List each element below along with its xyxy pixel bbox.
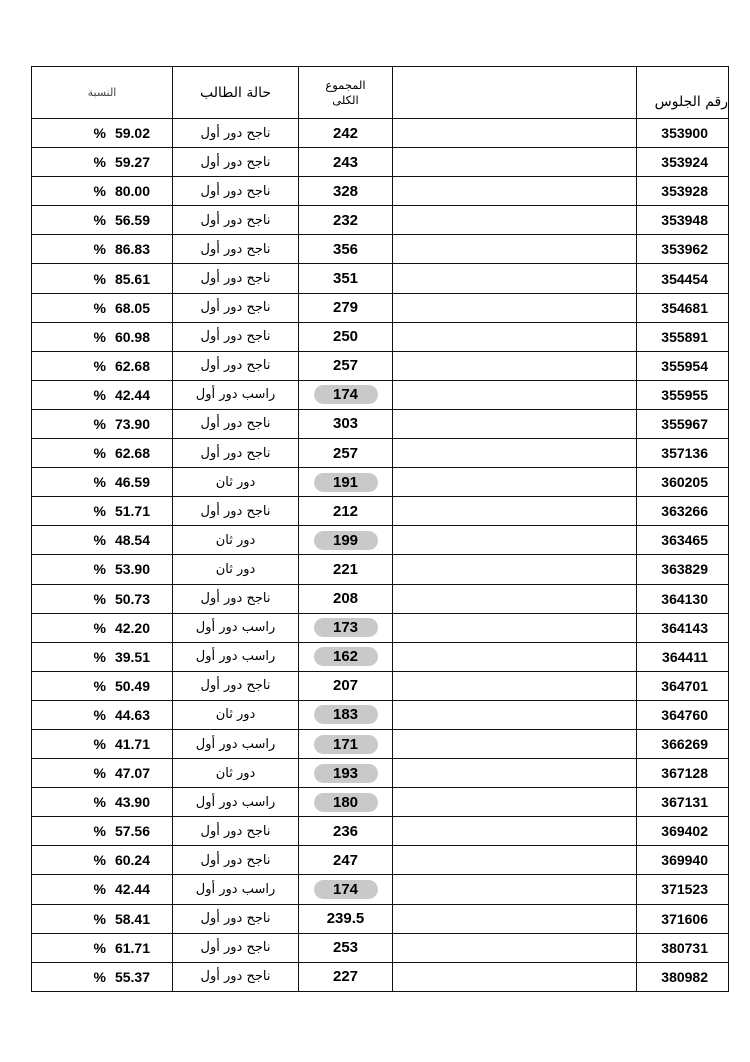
- percentage-value: 73.90: [114, 415, 150, 432]
- total-cell: [299, 613, 393, 642]
- percentage-cell: [32, 584, 173, 613]
- percentage-cell: [32, 555, 173, 584]
- percentage-value: 55.37: [114, 968, 150, 985]
- blank-cell: [393, 613, 637, 642]
- seat-number-cell: 371523: [637, 875, 729, 904]
- highlighted-total: 199: [314, 531, 378, 550]
- blank-cell: [393, 729, 637, 758]
- status-cell: ناجح دور أول: [173, 206, 299, 235]
- percentage-cell: [32, 351, 173, 380]
- seat-number-cell: 369402: [637, 817, 729, 846]
- header-row: [32, 67, 729, 119]
- percent-sign: %: [93, 823, 106, 840]
- status-cell: ناجح دور أول: [173, 497, 299, 526]
- status-cell: دور ثان: [173, 526, 299, 555]
- total-cell: [299, 671, 393, 700]
- seat-number-cell: 366269: [637, 729, 729, 758]
- header-total: [299, 67, 393, 119]
- percentage-cell: [32, 846, 173, 875]
- blank-cell: [393, 846, 637, 875]
- status-cell: دور ثان: [173, 759, 299, 788]
- percent-sign: %: [93, 910, 106, 927]
- percentage-cell: [32, 380, 173, 409]
- header-status: حالة الطالب: [173, 67, 299, 119]
- seat-number-cell: 355955: [637, 380, 729, 409]
- percentage-value: 42.20: [114, 619, 150, 636]
- percentage-value: 85.61: [114, 270, 150, 287]
- percent-sign: %: [93, 154, 106, 171]
- status-cell: دور ثان: [173, 700, 299, 729]
- percent-sign: %: [93, 503, 106, 520]
- header-total-line2: الكلى: [332, 92, 359, 107]
- percentage-value: 59.02: [114, 125, 150, 142]
- table-row: [32, 119, 729, 148]
- results-table: [31, 66, 729, 992]
- blank-cell: [393, 206, 637, 235]
- total-value: 236: [332, 822, 359, 840]
- percentage-value: 57.56: [114, 823, 150, 840]
- seat-number-cell: 364143: [637, 613, 729, 642]
- total-value: 207: [332, 677, 359, 695]
- status-cell: راسب دور أول: [173, 729, 299, 758]
- percentage-value: 51.71: [114, 503, 150, 520]
- percent-sign: %: [93, 299, 106, 316]
- total-value: 239.5: [326, 910, 365, 928]
- percentage-cell: [32, 293, 173, 322]
- percent-sign: %: [93, 677, 106, 694]
- seat-number-cell: 367128: [637, 759, 729, 788]
- highlighted-total: 193: [314, 764, 378, 783]
- seat-number-cell: 360205: [637, 468, 729, 497]
- highlighted-total: 191: [314, 473, 378, 492]
- table-row: [32, 380, 729, 409]
- table-row: [32, 875, 729, 904]
- percentage-cell: [32, 729, 173, 758]
- table-row: [32, 468, 729, 497]
- status-cell: راسب دور أول: [173, 613, 299, 642]
- percentage-cell: [32, 817, 173, 846]
- percentage-value: 61.71: [114, 939, 150, 956]
- percentage-value: 60.24: [114, 852, 150, 869]
- percentage-cell: [32, 206, 173, 235]
- total-cell: [299, 584, 393, 613]
- blank-cell: [393, 817, 637, 846]
- percentage-cell: [32, 264, 173, 293]
- seat-number-cell: 371606: [637, 904, 729, 933]
- percent-sign: %: [93, 619, 106, 636]
- status-cell: دور ثان: [173, 555, 299, 584]
- percent-sign: %: [93, 881, 106, 898]
- blank-cell: [393, 788, 637, 817]
- total-cell: [299, 119, 393, 148]
- status-cell: ناجح دور أول: [173, 148, 299, 177]
- percentage-value: 62.68: [114, 357, 150, 374]
- status-cell: دور ثان: [173, 468, 299, 497]
- blank-cell: [393, 962, 637, 991]
- total-value: 356: [332, 240, 359, 258]
- percentage-cell: [32, 642, 173, 671]
- seat-number-cell: 380982: [637, 962, 729, 991]
- total-cell: [299, 846, 393, 875]
- blank-cell: [393, 119, 637, 148]
- blank-cell: [393, 177, 637, 206]
- blank-cell: [393, 700, 637, 729]
- header-blank: [393, 67, 637, 119]
- percent-sign: %: [93, 590, 106, 607]
- percentage-cell: [32, 759, 173, 788]
- total-cell: [299, 351, 393, 380]
- percent-sign: %: [93, 648, 106, 665]
- percentage-cell: [32, 235, 173, 264]
- percentage-value: 68.05: [114, 299, 150, 316]
- table-row: [32, 322, 729, 351]
- table-row: [32, 584, 729, 613]
- header-percentage: النسبة: [32, 67, 173, 119]
- total-cell: [299, 788, 393, 817]
- status-cell: ناجح دور أول: [173, 584, 299, 613]
- total-value: 250: [332, 328, 359, 346]
- status-cell: راسب دور أول: [173, 380, 299, 409]
- total-cell: [299, 729, 393, 758]
- percentage-value: 42.44: [114, 881, 150, 898]
- table-row: [32, 904, 729, 933]
- table-row: [32, 351, 729, 380]
- seat-number-cell: 354681: [637, 293, 729, 322]
- percentage-value: 47.07: [114, 765, 150, 782]
- percent-sign: %: [93, 445, 106, 462]
- status-cell: ناجح دور أول: [173, 409, 299, 438]
- seat-number-cell: 380731: [637, 933, 729, 962]
- percentage-value: 58.41: [114, 910, 150, 927]
- header-total-line1: المجموع: [325, 77, 366, 92]
- total-cell: [299, 468, 393, 497]
- percent-sign: %: [93, 765, 106, 782]
- total-value: 253: [332, 939, 359, 957]
- percent-sign: %: [93, 852, 106, 869]
- total-value: 212: [332, 502, 359, 520]
- total-value: 303: [332, 415, 359, 433]
- total-cell: [299, 293, 393, 322]
- percentage-cell: [32, 497, 173, 526]
- percent-sign: %: [93, 212, 106, 229]
- blank-cell: [393, 904, 637, 933]
- seat-number-cell: 357136: [637, 439, 729, 468]
- percent-sign: %: [93, 474, 106, 491]
- status-cell: ناجح دور أول: [173, 904, 299, 933]
- blank-cell: [393, 526, 637, 555]
- status-cell: ناجح دور أول: [173, 119, 299, 148]
- total-value: 243: [332, 153, 359, 171]
- percentage-cell: [32, 177, 173, 206]
- percent-sign: %: [93, 125, 106, 142]
- percentage-value: 59.27: [114, 154, 150, 171]
- status-cell: راسب دور أول: [173, 642, 299, 671]
- blank-cell: [393, 380, 637, 409]
- total-cell: [299, 904, 393, 933]
- blank-cell: [393, 759, 637, 788]
- total-cell: [299, 933, 393, 962]
- percentage-cell: [32, 119, 173, 148]
- percentage-value: 50.49: [114, 677, 150, 694]
- percentage-value: 44.63: [114, 706, 150, 723]
- percentage-value: 60.98: [114, 328, 150, 345]
- percent-sign: %: [93, 794, 106, 811]
- table-row: [32, 439, 729, 468]
- total-value: 227: [332, 968, 359, 986]
- percentage-cell: [32, 468, 173, 497]
- table-row: [32, 700, 729, 729]
- table-row: [32, 148, 729, 177]
- blank-cell: [393, 468, 637, 497]
- percentage-value: 42.44: [114, 386, 150, 403]
- total-cell: [299, 439, 393, 468]
- percent-sign: %: [93, 968, 106, 985]
- status-cell: راسب دور أول: [173, 875, 299, 904]
- table-row: [32, 759, 729, 788]
- total-value: 351: [332, 270, 359, 288]
- percentage-value: 39.51: [114, 648, 150, 665]
- table-row: [32, 409, 729, 438]
- blank-cell: [393, 293, 637, 322]
- blank-cell: [393, 671, 637, 700]
- total-cell: [299, 962, 393, 991]
- seat-number-cell: 364411: [637, 642, 729, 671]
- blank-cell: [393, 584, 637, 613]
- highlighted-total: 173: [314, 618, 378, 637]
- seat-number-cell: 354454: [637, 264, 729, 293]
- blank-cell: [393, 409, 637, 438]
- total-cell: [299, 148, 393, 177]
- total-cell: [299, 409, 393, 438]
- percentage-value: 53.90: [114, 561, 150, 578]
- table-row: [32, 264, 729, 293]
- seat-number-cell: 363266: [637, 497, 729, 526]
- blank-cell: [393, 875, 637, 904]
- seat-number-cell: 355891: [637, 322, 729, 351]
- percent-sign: %: [93, 357, 106, 374]
- total-cell: [299, 235, 393, 264]
- percentage-value: 62.68: [114, 445, 150, 462]
- percentage-value: 46.59: [114, 474, 150, 491]
- seat-number-cell: 355954: [637, 351, 729, 380]
- seat-number-cell: 355967: [637, 409, 729, 438]
- percent-sign: %: [93, 328, 106, 345]
- seat-number-cell: 353948: [637, 206, 729, 235]
- table-body: [32, 119, 729, 992]
- percentage-value: 56.59: [114, 212, 150, 229]
- total-value: 232: [332, 211, 359, 229]
- percent-sign: %: [93, 939, 106, 956]
- header-seat-number: [637, 67, 729, 119]
- total-value: 247: [332, 851, 359, 869]
- total-cell: [299, 264, 393, 293]
- percentage-value: 80.00: [114, 183, 150, 200]
- table-row: [32, 526, 729, 555]
- blank-cell: [393, 642, 637, 671]
- percentage-value: 48.54: [114, 532, 150, 549]
- table-row: [32, 235, 729, 264]
- table-row: [32, 729, 729, 758]
- seat-number-cell: 353962: [637, 235, 729, 264]
- seat-number-cell: 364701: [637, 671, 729, 700]
- percentage-cell: [32, 613, 173, 642]
- total-value: 257: [332, 444, 359, 462]
- blank-cell: [393, 497, 637, 526]
- total-cell: [299, 206, 393, 235]
- table-row: [32, 933, 729, 962]
- total-cell: [299, 380, 393, 409]
- status-cell: ناجح دور أول: [173, 846, 299, 875]
- percentage-value: 86.83: [114, 241, 150, 258]
- total-cell: [299, 177, 393, 206]
- table-row: [32, 817, 729, 846]
- table-row: [32, 555, 729, 584]
- status-cell: ناجح دور أول: [173, 439, 299, 468]
- percent-sign: %: [93, 386, 106, 403]
- status-cell: ناجح دور أول: [173, 962, 299, 991]
- total-value: 328: [332, 182, 359, 200]
- percentage-cell: [32, 526, 173, 555]
- percent-sign: %: [93, 270, 106, 287]
- table-row: [32, 671, 729, 700]
- seat-number-cell: 363465: [637, 526, 729, 555]
- percent-sign: %: [93, 532, 106, 549]
- highlighted-total: 180: [314, 793, 378, 812]
- table-row: [32, 642, 729, 671]
- total-cell: [299, 526, 393, 555]
- seat-number-cell: 363829: [637, 555, 729, 584]
- table-row: [32, 846, 729, 875]
- percentage-value: 41.71: [114, 736, 150, 753]
- percentage-value: 43.90: [114, 794, 150, 811]
- highlighted-total: 183: [314, 705, 378, 724]
- blank-cell: [393, 148, 637, 177]
- status-cell: ناجح دور أول: [173, 933, 299, 962]
- table-row: [32, 293, 729, 322]
- seat-number-cell: 364130: [637, 584, 729, 613]
- percentage-cell: [32, 700, 173, 729]
- status-cell: ناجح دور أول: [173, 817, 299, 846]
- total-value: 242: [332, 124, 359, 142]
- seat-number-cell: 353924: [637, 148, 729, 177]
- percentage-cell: [32, 409, 173, 438]
- total-value: 279: [332, 299, 359, 317]
- total-cell: [299, 322, 393, 351]
- seat-number-cell: 369940: [637, 846, 729, 875]
- status-cell: ناجح دور أول: [173, 293, 299, 322]
- percentage-cell: [32, 788, 173, 817]
- percent-sign: %: [93, 415, 106, 432]
- seat-number-cell: 364760: [637, 700, 729, 729]
- percentage-cell: [32, 962, 173, 991]
- percent-sign: %: [93, 241, 106, 258]
- percentage-cell: [32, 875, 173, 904]
- table-row: [32, 613, 729, 642]
- total-cell: [299, 497, 393, 526]
- percentage-cell: [32, 904, 173, 933]
- header-seat-label: رقم الجلوس: [654, 94, 728, 110]
- status-cell: ناجح دور أول: [173, 322, 299, 351]
- blank-cell: [393, 322, 637, 351]
- total-cell: [299, 875, 393, 904]
- seat-number-cell: 367131: [637, 788, 729, 817]
- percentage-cell: [32, 933, 173, 962]
- status-cell: ناجح دور أول: [173, 177, 299, 206]
- percentage-cell: [32, 322, 173, 351]
- blank-cell: [393, 235, 637, 264]
- percentage-cell: [32, 439, 173, 468]
- total-value: 221: [332, 560, 359, 578]
- status-cell: ناجح دور أول: [173, 671, 299, 700]
- blank-cell: [393, 933, 637, 962]
- percentage-value: 50.73: [114, 590, 150, 607]
- status-cell: ناجح دور أول: [173, 264, 299, 293]
- highlighted-total: 174: [314, 385, 378, 404]
- seat-number-cell: 353900: [637, 119, 729, 148]
- percent-sign: %: [93, 736, 106, 753]
- highlighted-total: 162: [314, 647, 378, 666]
- blank-cell: [393, 351, 637, 380]
- total-cell: [299, 555, 393, 584]
- percent-sign: %: [93, 706, 106, 723]
- total-cell: [299, 817, 393, 846]
- table-row: [32, 206, 729, 235]
- blank-cell: [393, 264, 637, 293]
- blank-cell: [393, 555, 637, 584]
- table-row: [32, 788, 729, 817]
- total-value: 257: [332, 357, 359, 375]
- percentage-cell: [32, 671, 173, 700]
- seat-number-cell: 353928: [637, 177, 729, 206]
- highlighted-total: 171: [314, 735, 378, 754]
- table-row: [32, 962, 729, 991]
- total-cell: [299, 759, 393, 788]
- total-cell: [299, 700, 393, 729]
- status-cell: ناجح دور أول: [173, 351, 299, 380]
- percent-sign: %: [93, 561, 106, 578]
- percent-sign: %: [93, 183, 106, 200]
- table-row: [32, 177, 729, 206]
- total-cell: [299, 642, 393, 671]
- highlighted-total: 174: [314, 880, 378, 899]
- blank-cell: [393, 439, 637, 468]
- total-value: 208: [332, 590, 359, 608]
- table-row: [32, 497, 729, 526]
- status-cell: ناجح دور أول: [173, 235, 299, 264]
- status-cell: راسب دور أول: [173, 788, 299, 817]
- percentage-cell: [32, 148, 173, 177]
